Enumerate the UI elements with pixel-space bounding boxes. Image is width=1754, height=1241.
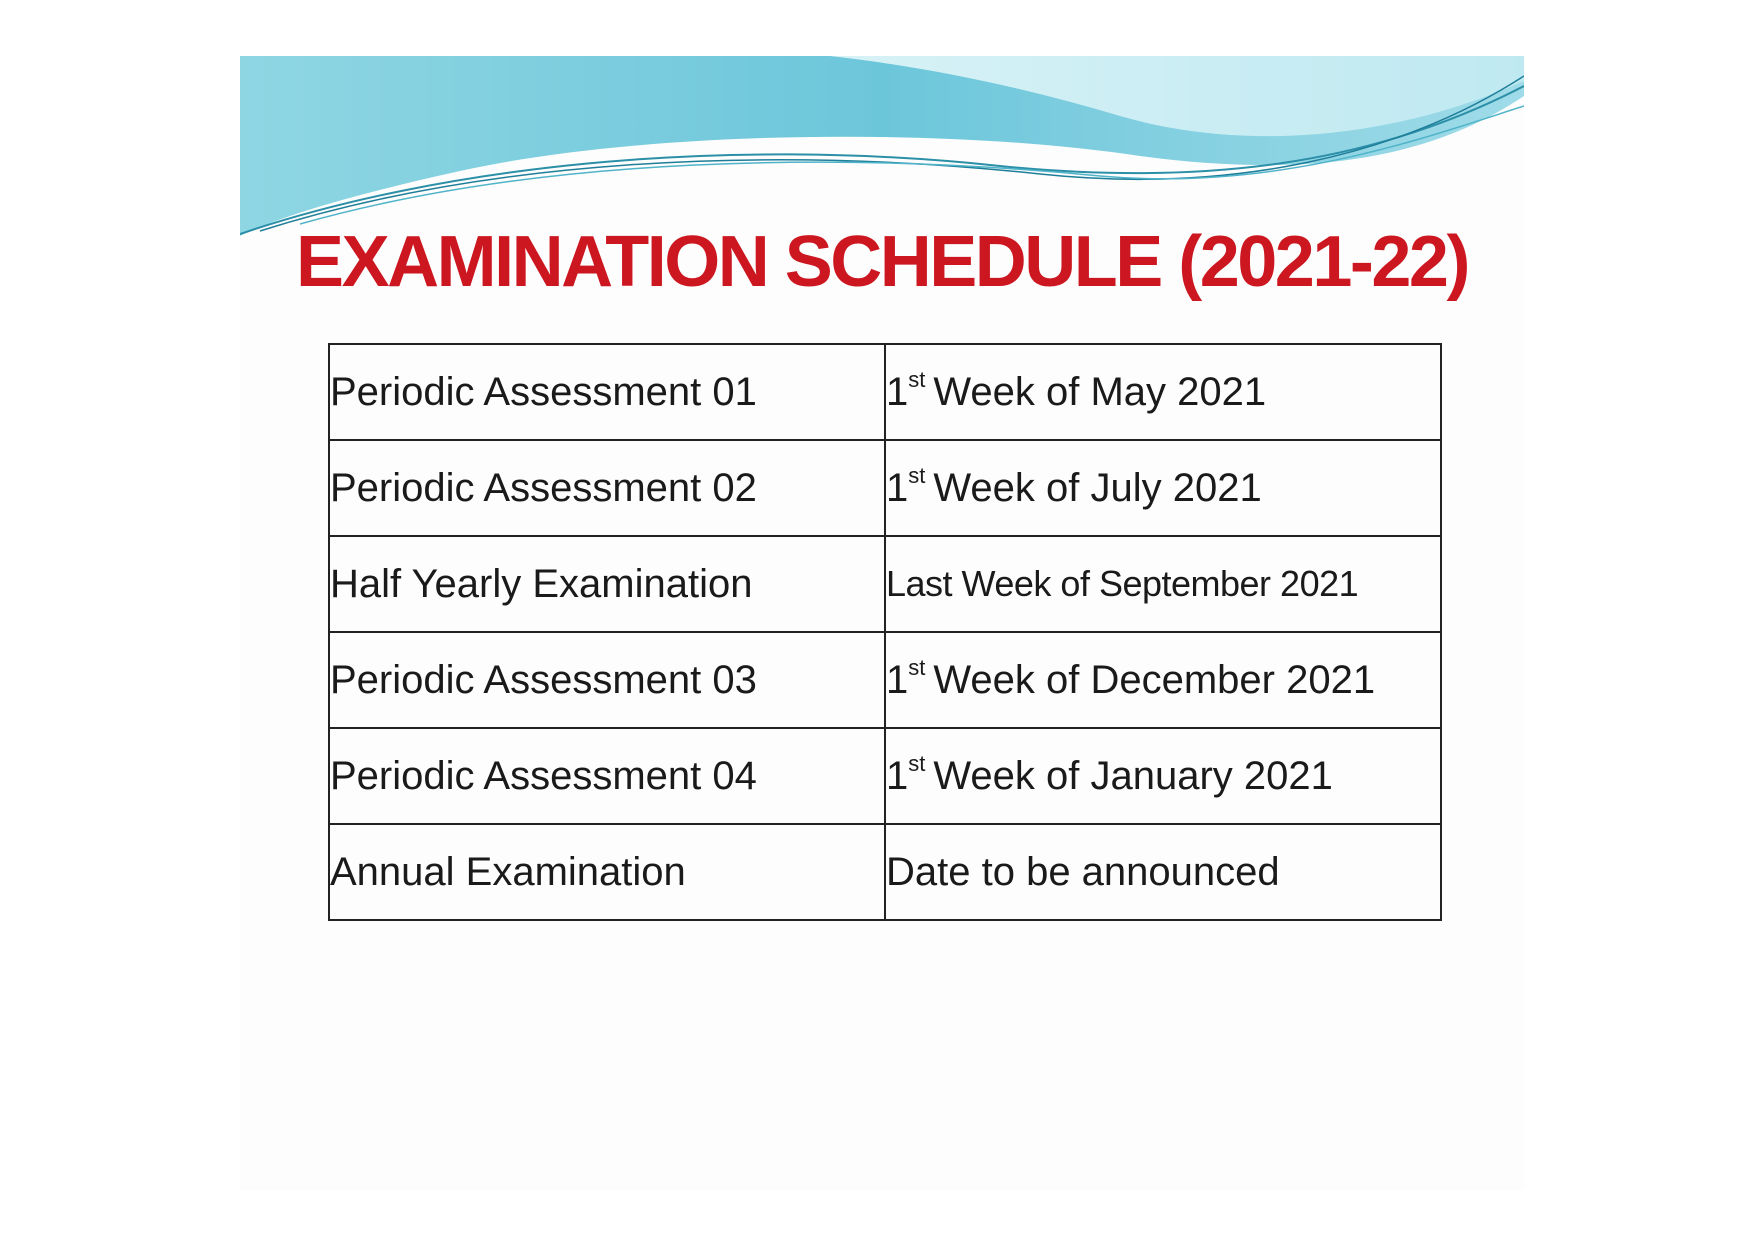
table-row	[329, 632, 1441, 728]
page-title: EXAMINATION SCHEDULE (2021-22)	[296, 222, 1468, 302]
event-cell: Annual Examination	[329, 824, 885, 920]
ordinal-number: 1	[886, 657, 909, 702]
date-cell	[885, 344, 1441, 440]
date-cell	[885, 632, 1441, 728]
date-cell: Last Week of September 2021	[885, 536, 1441, 632]
ordinal-number: 1	[886, 753, 909, 798]
ordinal-suffix: st	[908, 654, 926, 680]
wave-banner	[240, 56, 1524, 246]
table-row	[329, 824, 1441, 920]
event-cell: Periodic Assessment 04	[329, 728, 885, 824]
table-row	[329, 440, 1441, 536]
event-cell: Periodic Assessment 03	[329, 632, 885, 728]
ordinal-number: 1	[886, 465, 909, 510]
event-cell: Periodic Assessment 01	[329, 344, 885, 440]
schedule-table	[328, 343, 1442, 921]
ordinal-suffix: st	[908, 366, 926, 392]
ordinal-suffix: st	[908, 462, 926, 488]
event-cell: Periodic Assessment 02	[329, 440, 885, 536]
date-cell	[885, 440, 1441, 536]
date-text: Week of July 2021	[933, 465, 1262, 510]
date-cell	[885, 728, 1441, 824]
table-row	[329, 344, 1441, 440]
date-text: Week of May 2021	[933, 369, 1267, 414]
table-row	[329, 728, 1441, 824]
event-cell: Half Yearly Examination	[329, 536, 885, 632]
table-row	[329, 536, 1441, 632]
date-text: Week of January 2021	[933, 753, 1333, 798]
date-text: Week of December 2021	[933, 657, 1376, 702]
ordinal-suffix: st	[908, 750, 926, 776]
ordinal-number: 1	[886, 369, 909, 414]
slide	[240, 56, 1524, 1190]
date-cell: Date to be announced	[885, 824, 1441, 920]
